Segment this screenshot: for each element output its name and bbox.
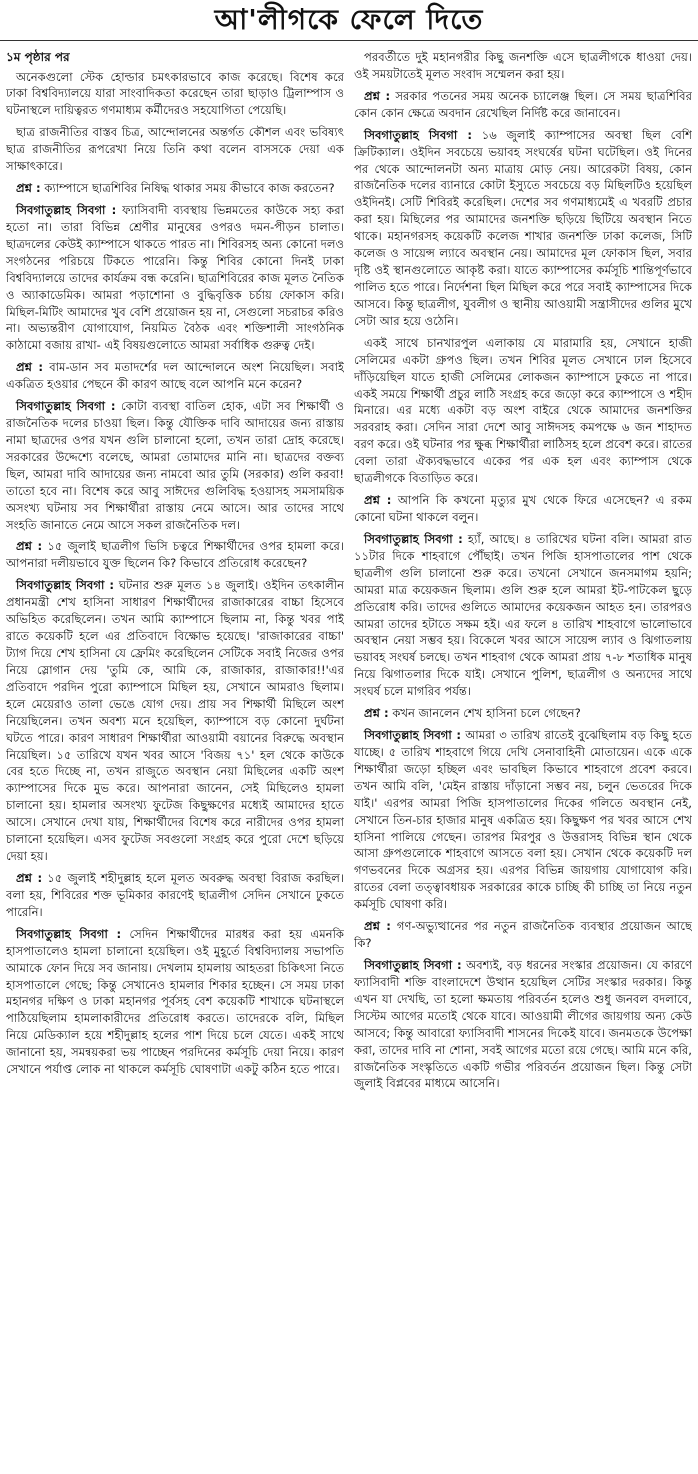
question-label: প্রশ্ন :: [16, 181, 41, 196]
left-column: [6, 49, 344, 1467]
speaker-name: সিবগাতুল্লাহ সিবগা :: [364, 127, 472, 142]
paragraph: পরবর্তীতে দুই মহানগরীর কিছু জনশক্তি এসে ছাত্রলীগকে ধাওয়া দেয়। ওই সময়টাতেই মূলত সংবাদ সম্মেলন করা হয়।: [354, 50, 692, 81]
speaker-name: সিবগাতুল্লাহ সিবগা :: [16, 399, 116, 414]
interview-answer: [6, 398, 344, 533]
interview-question: [6, 359, 344, 393]
question-text: ১৫ জুলাই শহীদুল্লাহ হলে মূলত অবরুদ্ধ অবস্থা বিরাজ করছিল। বলা হয়, শিবিরের শক্ত ভূমিকার কারণেই ছাত্রলীগ সেদিন সেখানে ঢুকতে পারেনি।: [6, 871, 344, 919]
interview-question: [6, 538, 344, 572]
answer-text: ঘটনার শুরু মূলত ১৪ জুলাই। ওইদিন তৎকালীন প্রধানমন্ত্রী শেখ হাসিনা সাধারণ শিক্ষার্থীদের রাজাকারের বাচ্চা হিসেবে অভিহিত করেছিলেন। তখন আমি ক্যাম্পাসে ছিলাম না, কিন্তু খবর পাই রাতে কয়েকটি হলে এর প্রতিবাদে বিক্ষোভ হয়েছে। 'রাজাকারের বাচ্চা' ট্যাগ দিয়ে শেখ হাসিনা যে ফ্রেমিং করেছিলেন সেটিকে সবাই নিজের ওপর নিয়ে স্লোগান দেয় 'তুমি কে, আমি কে, রাজাকার, রাজাকার!!'এর প্রতিবাদে পরদিন পুরো ক্যাম্পাসে মিছিল হয়, সেখানে আমরাও ছিলাম। হলে মেয়েরাও তালা ভেঙে যোগ দেয়। প্রায় সব শিক্ষার্থী মিছিলে অংশ নিয়েছিলেন। তখন অবশ্য মনে হয়েছিল, ক্যাম্পাসে বড় কোনো দুর্ঘটনা ঘটতে পারে। কারণ সাধারণ শিক্ষার্থীরা আওয়ামী বয়ানের বিরুদ্ধে অবস্থান নিয়েছিল। ১৫ তারিখে যখন খবর আসে 'বিজয় ৭১' হল থেকে কাউকে বের হতে দিচ্ছে না, তখন রাজুতে অবস্থান নেয়া মিছিলের একটি অংশ ক্যাম্পাসের দিকে মুভ করে। আপনারা জানেন, সেই মিছিলেও হামলা চালানো হয়। হামলার অসংখ্য ফুটেজ কিছুক্ষণের মধ্যেই আমাদের হাতে আসে। সেখানে দেখা যায়, শিক্ষার্থীদের বিশেষ করে নারীদের ওপর হামলা চালানো হয়েছিল। এসব ফুটেজ সবগুলো সংগ্রহ করে পুরো দেশে ছড়িয়ে দেয়া হয়।: [6, 578, 344, 864]
answer-text: অবশ্যই, বড় ধরনের সংস্কার প্রয়োজন। যে কারণে ফ্যাসিবাদী শক্তি বাংলাদেশে উত্থান হয়েছিল সেটির সংস্কার দরকার। কিন্তু এখন যা দেখছি, তা হলো ক্ষমতায় পরিবর্তন হলেও শুধু জনবল বদলাবে, সিস্টেম আগের মতোই থেকে যাবে। আওয়ামী লীগের জায়গায় অন্য কেউ আসবে; কিন্তু আবারো ফ্যাসিবাদী শাসনের দিকেই যাবে। জনমতকে উপেক্ষা করা, তাদের দাবি না শোনা, সবই আগের মতো রয়ে গেছে। আমি মনে করি, রাজনৈতিক সংস্কৃতিতে একটি গভীর পরিবর্তন প্রয়োজন ছিল। কিন্তু সেটা জুলাই বিপ্লবের মাধ্যমে আসেনি।: [354, 958, 692, 1091]
answer-text: হ্যাঁ, আছে। ৪ তারিখের ঘটনা বলি। আমরা রাত ১১টার দিকে শাহবাগে পৌঁছাই। তখন পিজি হাসপাতালের পাশ থেকে ছাত্রলীগ গুলি চালানো শুরু করে। তখনো সেখানে জনসমাগম হয়নি; আমরা মাত্র কয়েকজন ছিলাম। গুলি শুরু হলে আমরা ইট-পাটকেল ছুড়ে প্রতিরোধ করি। তাদের গুলিতে আমাদের কয়েকজন আহত হন। তারপরও আমরা তাদের হটাতে সক্ষম হই। এর ফলে ৪ তারিখ শাহবাগে ভালোভাবে অবস্থান নেয়া সম্ভব হয়। বিকেলে খবর আসে সায়েন্স ল্যাব ও ঝিগাতলায় ভয়াবহ সংঘর্ষ চলছে। তখন শাহবাগ থেকে আমরা প্রায় ৭-৮ শতাধিক মানুষ নিয়ে ঝিগাতলার দিকে যাই। সেখানে পুলিশ, ছাত্রলীগ ও অন্যদের সাথে সংঘর্ষ চলে মাগরিব পর্যন্ত।: [354, 531, 692, 699]
question-text: ১৫ জুলাই ছাত্রলীগ ভিসি চত্বরে শিক্ষার্থীদের ওপর হামলা করে। আপনারা দলীয়ভাবে যুক্ত ছিলেন কি? কিভাবে প্রতিরোধ করেছেন?: [6, 539, 344, 571]
question-label: প্রশ্ন :: [16, 871, 43, 885]
question-label: প্রশ্ন :: [364, 919, 391, 934]
interview-answer: [354, 727, 692, 913]
interview-question: [354, 492, 692, 526]
paragraph: একই সাথে চানখারপুল এলাকায় যে মারামারি হয়, সেখানে হাজী সেলিমের একটা গ্রুপও ছিল। তখন শিবির মূলত সেখানে ঢাল হিসেবে দাঁড়িয়েছিল যাতে হাজী সেলিমের লোকজন ক্যাম্পাসে ঢুকতে না পারে। একই সময়ে শিক্ষার্থী প্রচুর লাঠি সংগ্রহ করে জড়ো করে ক্যাম্পাসে ও শহীদ মিনারে। এর মধ্যে একটা বড় অংশ বাইরে থেকে আমাদের জনশক্তির সরবরাহ করা। সেদিন সারা দেশে আবু সাঈদসহ কমপক্ষে ৬ জন শাহাদত বরণ করে। ওই ঘটনার পর ক্ষুব্ধ শিক্ষার্থীরা লাঠিসহ হলে প্রবেশ করে। রাতের বেলা তারা ঐক্যবদ্ধভাবে একের পর এক হল এবং ক্যাম্পাস থেকে ছাত্রলীগকে বিতাড়িত করে।: [354, 335, 692, 486]
speaker-name: সিবগাতুল্লাহ সিবগা :: [16, 202, 117, 217]
article-body: [6, 49, 692, 1467]
interview-question: [6, 870, 344, 921]
paragraph: অনেকগুলো স্টেক হোল্ডার চমৎকারভাবে কাজ করেছে। বিশেষ করে ঢাকা বিশ্ববিদ্যালয়ে যারা সাংবাদিকতা করেছেন তারা ছাড়াও ট্রিলাম্পাস ও ঘটনাস্থলে দায়িত্বরত গণমাধ্যম কর্মীদেরও সহযোগিতা পেয়েছি।: [6, 69, 344, 118]
interview-answer: [6, 202, 344, 354]
question-text: সরকার পতনের সময় অনেক চ্যালেঞ্জ ছিল। সে সময় ছাত্রশিবির কোন কোন ক্ষেত্রে অবদান রেখেছিল নির্দিষ্ট করে জানাবেন।: [354, 88, 692, 120]
interview-answer: [6, 926, 344, 1078]
paragraph: ছাত্র রাজনীতির বাস্তব চিত্র, আন্দোলনের অন্তর্গত কৌশল এবং ভবিষ্যৎ ছাত্র রাজনীতির রূপরেখা নিয়ে তিনি কথা বলেন বাসসকে দেয়া এক সাক্ষাৎকারে।: [6, 125, 344, 174]
right-column: [354, 49, 692, 1467]
answer-text: ফ্যাসিবাদী ব্যবস্থায় ভিন্নমতের কাউকে সহ্য করা হতো না। তারা বিভিন্ন শ্রেণীর মানুষের ওপরও দমন-পীড়ন চালাত। ছাত্রদলের কেউই ক্যাম্পাসে থাকতে পারত না। শিবিরসহ অন্য কোনো দলও সংগঠনের পরিচয়ে টিকতে পারেনি। কিন্তু শিবির কোনো দিনই ঢাকা বিশ্ববিদ্যালয়ে তাদের কার্যক্রম বন্ধ করেনি। ছাত্রশিবিরের কাজ মূলত নৈতিক ও অ্যাকাডেমিক। আমরা পড়াশোনা ও বুদ্ধিবৃত্তিক চর্চায় ফোকাস করি। মিছিল-মিটিং আমাদের খুব বেশি প্রয়োজন হয় না, সেগুলো সচরাচর করিও না। অভ্যন্তরীণ যোগাযোগ, নিয়মিত বৈঠক এবং শক্তিশালী সাংগঠনিক কাঠামো বজায় রাখা- এই বিষয়গুলোতে আমরা সর্বাধিক গুরুত্ব দেই।: [6, 202, 344, 353]
question-text: ক্যাম্পাসে ছাত্রশিবির নিষিদ্ধ থাকার সময় কীভাবে কাজ করতেন?: [44, 181, 335, 196]
answer-text: সেদিন শিক্ষার্থীদের মারধর করা হয় এমনকি হাসপাতালেও হামলা চালানো হয়েছিল। ওই মুহূর্তে বিশ্ববিদ্যালয় সভাপতি আমাকে ফোন দিয়ে সব জানায়। দেখলাম হামলায় আহতরা চিকিৎসা নিতে হাসপাতালে গেছে; কিন্তু সেখানেও হামলার শিকার হচ্ছেন। সে সময় ঢাকা মহানগর দক্ষিণ ও ঢাকা মহানগর পূর্বসহ বেশ কয়েকটি শাখাকে ঘটনাস্থলে পাঠিয়েছিলাম হামলাকারীদের প্রতিরোধ করতে। তাদেরকে বলি, মিছিল নিয়ে মেডিক্যাল হয়ে শহীদুল্লাহ হলের পাশ দিয়ে চলে যেতে। একই সাথে জানানো হয়, সমন্বয়করা ভয় পাচ্ছেন পরদিনের কর্মসূচি দেয়া নিয়ে। কারণ সেখানে পর্যাপ্ত লোক না থাকলে কর্মসূচি ঘোষণাটা একটু কঠিন হতে পারে।: [6, 926, 344, 1077]
speaker-name: সিবগাতুল্লাহ সিবগা :: [364, 531, 463, 546]
speaker-name: সিবগাতুল্লাহ সিবগা :: [16, 578, 115, 593]
interview-answer: [354, 957, 692, 1092]
speaker-name: সিবগাতুল্লাহ সিবগা :: [364, 958, 462, 973]
interview-answer: [354, 127, 692, 330]
question-text: বাম-ডান সব মতাদর্শের দল আন্দোলনে অংশ নিয়েছিল। সবাই একত্রিত হওয়ার পেছনে কী কারণ আছে বলে আপনি মনে করেন?: [6, 360, 344, 392]
headline: আ'লীগকে ফেলে দিতে: [0, 0, 698, 41]
speaker-name: সিবগাতুল্লাহ সিবগা :: [364, 728, 462, 743]
interview-question: [354, 705, 692, 722]
question-text: কখন জানলেন শেখ হাসিনা চলে গেছেন?: [392, 706, 581, 721]
answer-text: কোটা ব্যবস্থা বাতিল হোক, এটা সব শিক্ষার্থী ও রাজনৈতিক দলের চাওয়া ছিল। কিন্তু যৌক্তিক দাবি আদায়ের জন্য রাস্তায় নামা ছাত্রদের ওপর যখন গুলি চালানো হলো, তখন তারা দ্রোহ করেছে। সরকারের উদ্দেশ্যে বলেছে, আমরা তোমাদের মানি না। ছাত্রদের বক্তব্য ছিল, আমরা দাবি আদায়ের জন্য নামবো আর তুমি (সরকার) গুলি করবা! তাতো হবে না। বিশেষ করে আবু সাঈদের গুলিবিদ্ধ হওয়াসহ সমসাময়িক অসংখ্য ঘটনায় সব শিক্ষার্থীরা রাস্তায় নেমে আসে। আর তাদের সাথে সংহতি জানাতে নেমে আসে সকল রাজনৈতিক দল।: [6, 399, 344, 532]
interview-question: [6, 180, 344, 197]
speaker-name: সিবগাতুল্লাহ সিবগা :: [16, 926, 122, 941]
question-label: প্রশ্ন :: [364, 88, 391, 103]
interview-question: [354, 918, 692, 952]
question-label: প্রশ্ন :: [364, 706, 389, 721]
question-label: প্রশ্ন :: [16, 360, 44, 375]
answer-text: আমরা ৩ তারিখ রাতেই বুঝেছিলাম বড় কিছু হতে যাচ্ছে। ৫ তারিখ শাহবাগে গিয়ে দেখি সেনাবাহিনী মোতায়েন। একে একে শিক্ষার্থীরা জড়ো হচ্ছিল এবং ভাবছিল কিভাবে শাহবাগে প্রবেশ করবে। তখন আমি বলি, 'মেইন রাস্তায় দাঁড়ানো সম্ভব নয়, চলুন ভেতরের দিকে যাই।' এরপর আমরা পিজি হাসপাতালের দিকের গলিতে অবস্থান নেই, সেখানে তিন-চার হাজার মানুষ একত্রিত হয়। কিছুক্ষণ পর খবর আসে শেখ হাসিনা পালিয়ে গেছেন। তারপর মিরপুর ও উত্তরাসহ বিভিন্ন স্থান থেকে আসা গ্রুপগুলোকে শাহবাগে আসতে বলা হয়। সেখান থেকে কয়েকটি দল গণভবনের দিকে অগ্রসর হয়। এরপর বিভিন্ন জায়গায় যোগাযোগ করি। রাতের বেলা তত্ত্বাবধায়ক সরকারের কাকে চাচ্ছি কী চাচ্ছি তা নিয়ে নতুন কর্মসূচি ঘোষণা করি।: [354, 728, 692, 912]
continued-from-label: ১ম পৃষ্ঠার পর: [6, 50, 70, 64]
question-text: গণ-অভ্যুত্থানের পর নতুন রাজনৈতিক ব্যবস্থার প্রয়োজন আছে কি?: [354, 919, 692, 951]
interview-question: [354, 88, 692, 122]
question-label: প্রশ্ন :: [364, 493, 392, 508]
question-label: প্রশ্ন :: [16, 539, 43, 554]
question-text: আপনি কি কখনো মৃত্যুর মুখ থেকে ফিরে এসেছেন? এ রকম কোনো ঘটনা থাকলে বলুন।: [354, 493, 692, 524]
answer-text: ১৬ জুলাই ক্যাম্পাসের অবস্থা ছিল বেশি ক্রিটিক্যাল। ওইদিন সবচেয়ে ভয়াবহ সংঘর্ষের ঘটনা ঘটেছিল। ওই দিনের পর থেকে আন্দোলনটা অন্য মাত্রায় মোড় নেয়। আরেকটা বিষয়, কোন রাজনৈতিক দলের ব্যানারে কোটা ইস্যুতে সবচেয়ে বড় মিছিলটিও হয়েছিল ওইদিনই। সেটি শিবিরই করেছিল। দেশের সব গণমাধ্যমেই এ খবরটি প্রচার করা হয়। মিছিলের পর আমাদের জনশক্তি ছড়িয়ে ছিটিয়ে অবস্থান নিতে থাকে। মহানগরসহ কয়েকটি কলেজ শাখার জনশক্তি ঢাকা কলেজ, সিটি কলেজ ও সায়েন্স ল্যাবে অবস্থান নেয়। আমাদের মূল ফোকাস ছিল, সবার দৃষ্টি ওই স্থানগুলোতে আকৃষ্ট করা। যাতে ক্যাম্পাসের কর্মসূচি শান্তিপূর্ণভাবে পালিত হতে পারে। নির্দেশনা ছিল মিছিল করে পরে সবাই ক্যাম্পাসের দিকে আসবে। কিন্তু ছাত্রলীগ, যুবলীগ ও স্থানীয় আওয়ামী সন্ত্রাসীদের গুলির মুখে সেটা আর হয়ে ওঠেনি।: [354, 127, 692, 328]
interview-answer: [6, 577, 344, 865]
interview-answer: [354, 531, 692, 700]
